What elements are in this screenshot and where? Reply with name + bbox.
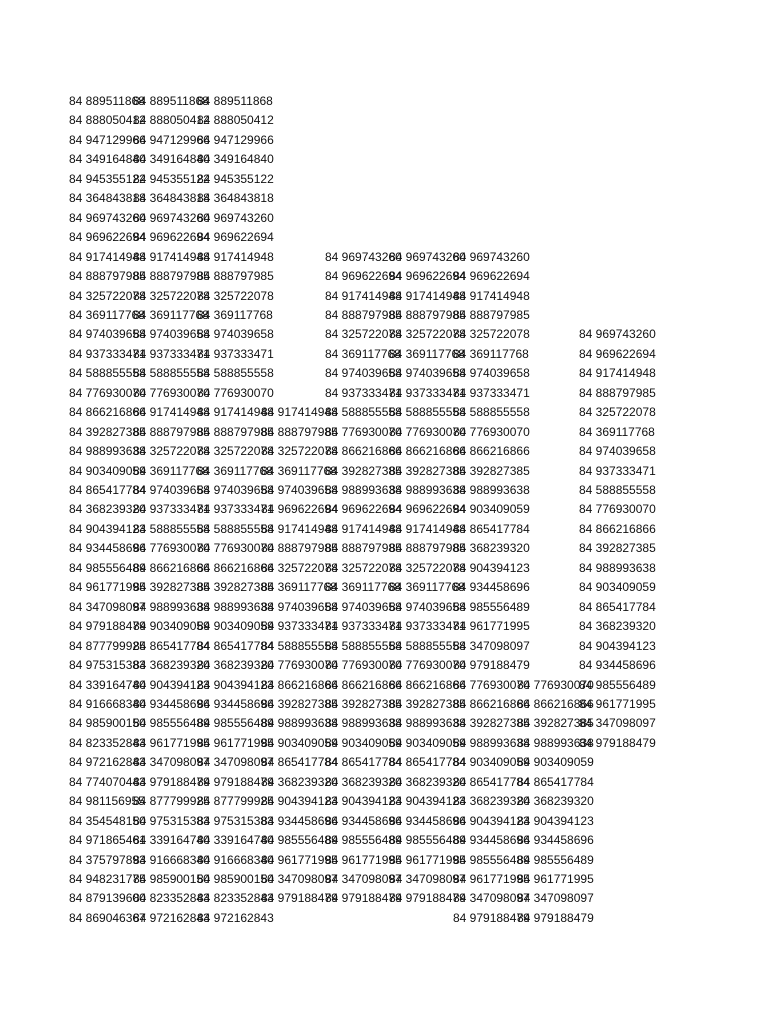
phone-number-cell: 84 776930070 <box>453 677 530 692</box>
phone-number-cell: 84 877799925 <box>69 638 146 653</box>
phone-number-cell: 84 889511868 <box>69 94 145 108</box>
phone-number-cell: 84 969622694 <box>389 502 466 517</box>
phone-number-cell: 84 866216866 <box>453 444 530 459</box>
phone-number-cell: 84 937333471 <box>133 346 210 361</box>
phone-number-cell: 84 972162843 <box>69 755 146 770</box>
phone-number-cell: 84 961771995 <box>453 619 530 634</box>
phone-number-cell: 84 974039658 <box>453 366 530 381</box>
phone-number-cell: 84 937333471 <box>389 619 466 634</box>
phone-number-cell: 84 369117768 <box>133 307 209 322</box>
phone-number-cell: 84 903409059 <box>517 755 594 770</box>
phone-number-cell: 84 347098097 <box>579 716 656 731</box>
phone-number-cell: 84 776930070 <box>261 658 338 673</box>
phone-number-cell: 84 369117768 <box>579 424 655 439</box>
phone-number-cell: 84 969622694 <box>325 502 402 517</box>
phone-number-cell: 84 879139600 <box>69 891 146 906</box>
phone-number-cell: 84 985556489 <box>261 833 338 848</box>
phone-number-cell: 84 588855558 <box>389 638 466 653</box>
phone-number-cell: 84 368239320 <box>579 619 656 634</box>
phone-number-cell: 84 937333471 <box>325 619 402 634</box>
phone-number-cell: 84 364843818 <box>133 191 210 206</box>
phone-number-cell: 84 988993638 <box>453 483 530 497</box>
phone-number-cell: 84 588855558 <box>325 405 402 420</box>
phone-number-cell: 84 974039658 <box>389 366 466 381</box>
phone-number-cell: 84 985556489 <box>133 716 210 731</box>
phone-number-cell: 84 888797985 <box>69 269 146 284</box>
phone-number-cell: 84 776930070 <box>517 677 594 692</box>
phone-number-cell: 84 985556489 <box>69 560 146 575</box>
phone-number-cell: 84 969622694 <box>69 230 146 245</box>
phone-number-cell: 84 392827385 <box>197 580 274 595</box>
phone-number-cell: 84 988993638 <box>453 735 530 750</box>
phone-number-cell: 84 888797985 <box>197 424 274 439</box>
phone-number-cell: 84 917414948 <box>579 366 656 381</box>
phone-number-cell: 84 934458696 <box>389 813 466 828</box>
phone-number-cell: 84 325722078 <box>325 560 402 575</box>
phone-number-cell: 84 904394123 <box>517 813 594 828</box>
phone-number-cell: 84 985556489 <box>453 599 530 614</box>
phone-number-cell: 84 969743260 <box>69 210 146 225</box>
phone-number-cell: 84 969622694 <box>197 230 274 245</box>
phone-number-cell: 84 969743260 <box>133 210 210 225</box>
phone-number-cell: 84 823352843 <box>69 735 146 750</box>
phone-number-cell: 84 969622694 <box>261 502 338 517</box>
phone-number-cell: 84 904394123 <box>453 560 530 575</box>
phone-number-cell: 84 969743260 <box>325 249 402 264</box>
phone-number-cell: 84 865417784 <box>453 521 530 536</box>
phone-number-cell: 84 903409059 <box>197 619 274 634</box>
phone-number-cell: 84 588855558 <box>389 405 466 420</box>
phone-number-cell: 84 368239320 <box>325 774 402 789</box>
phone-number-cell: 84 776930070 <box>197 541 274 556</box>
phone-number-cell: 84 375797893 <box>69 852 146 867</box>
phone-number-cell: 84 988993638 <box>325 483 402 497</box>
phone-number-cell: 84 392827385 <box>453 463 530 478</box>
phone-number-cell: 84 985556489 <box>325 833 402 848</box>
phone-number-cell: 84 888797985 <box>389 307 466 322</box>
phone-number-cell: 84 904394123 <box>69 521 146 536</box>
phone-number-cell: 84 877799925 <box>133 794 210 809</box>
phone-number-cell: 84 888050412 <box>197 113 274 128</box>
phone-number-cell: 84 937333471 <box>389 385 466 400</box>
phone-number-cell: 84 975315383 <box>133 813 210 828</box>
phone-number-cell: 84 392827385 <box>517 716 594 731</box>
phone-number-cell: 84 392827385 <box>325 696 402 711</box>
phone-number-cell: 84 916668340 <box>197 852 274 867</box>
phone-number-cell: 84 988993638 <box>325 716 402 731</box>
phone-number-cell: 84 937333471 <box>133 502 210 517</box>
phone-number-cell: 84 934458696 <box>453 580 530 595</box>
phone-number-cell: 84 917414948 <box>325 288 402 303</box>
phone-number-cell: 84 823352843 <box>197 891 274 906</box>
phone-number-cell: 84 961771995 <box>133 735 210 750</box>
phone-number-cell: 84 368239320 <box>197 658 274 673</box>
phone-number-cell: 84 979188479 <box>69 619 146 634</box>
phone-number-cell: 84 888797985 <box>325 541 402 556</box>
phone-number-cell: 84 866216866 <box>133 560 210 575</box>
phone-number-cell: 84 776930070 <box>325 424 402 439</box>
phone-number-cell: 84 971865461 <box>69 833 146 848</box>
phone-number-cell: 84 368239320 <box>261 774 338 789</box>
phone-number-cell: 84 985556489 <box>389 833 466 848</box>
phone-number-cell: 84 969743260 <box>389 249 466 264</box>
phone-number-cell: 84 889511868 <box>197 94 273 108</box>
phone-number-cell: 84 903409059 <box>133 619 210 634</box>
phone-number-cell: 84 974039658 <box>579 444 656 459</box>
phone-number-cell: 84 869046367 <box>69 910 146 925</box>
phone-number-cell: 84 937333471 <box>69 346 146 361</box>
phone-number-cell: 84 347098097 <box>389 872 466 886</box>
phone-number-cell: 84 866216866 <box>389 677 466 692</box>
phone-number-cell: 84 974039658 <box>325 599 402 614</box>
phone-number-cell: 84 917414948 <box>69 249 146 264</box>
phone-number-cell: 84 347098097 <box>517 891 594 906</box>
phone-number-cell: 84 888797985 <box>261 424 338 439</box>
phone-number-cell: 84 392827385 <box>389 463 466 478</box>
phone-number-cell: 84 985900150 <box>133 872 210 886</box>
phone-number-cell: 84 904394123 <box>325 794 402 809</box>
phone-number-cell: 84 588855558 <box>261 638 338 653</box>
phone-number-cell: 84 947129966 <box>133 132 210 147</box>
phone-number-cell: 84 974039658 <box>325 366 402 381</box>
phone-number-cell: 84 937333471 <box>579 463 656 478</box>
phone-number-cell: 84 961771995 <box>389 852 466 867</box>
phone-number-cell: 84 948231775 <box>69 872 146 886</box>
phone-number-cell: 84 889511868 <box>133 94 209 108</box>
phone-number-cell: 84 369117768 <box>197 463 273 478</box>
phone-number-cell: 84 917414948 <box>261 405 338 420</box>
phone-number-cell: 84 904394123 <box>579 638 656 653</box>
phone-number-cell: 84 888050412 <box>69 113 146 128</box>
phone-number-cell: 84 979188479 <box>133 774 210 789</box>
phone-number-cell: 84 903409059 <box>579 580 656 595</box>
phone-number-cell: 84 877799925 <box>197 794 274 809</box>
phone-number-cell: 84 588855558 <box>453 405 530 420</box>
phone-number-cell: 84 588855558 <box>133 366 210 381</box>
phone-number-cell: 84 369117768 <box>453 346 529 361</box>
phone-number-cell: 84 368239320 <box>133 658 210 673</box>
phone-number-cell: 84 979188479 <box>325 891 402 906</box>
phone-number-cell: 84 325722078 <box>197 288 274 303</box>
phone-number-cell: 84 776930070 <box>69 385 146 400</box>
phone-number-cell: 84 988993638 <box>197 599 274 614</box>
phone-number-cell: 84 979188479 <box>453 910 530 925</box>
phone-number-cell: 84 961771995 <box>579 696 656 711</box>
phone-number-cell: 84 866216866 <box>261 677 338 692</box>
phone-number-cell: 84 368239320 <box>517 794 594 809</box>
phone-number-cell: 84 392827385 <box>69 424 146 439</box>
phone-number-cell: 84 776930070 <box>133 385 210 400</box>
phone-number-cell: 84 917414948 <box>133 249 210 264</box>
phone-number-cell: 84 368239320 <box>69 502 146 517</box>
phone-number-cell: 84 945355122 <box>197 171 274 186</box>
phone-number-cell: 84 325722078 <box>261 560 338 575</box>
phone-number-cell: 84 866216866 <box>325 677 402 692</box>
phone-number-cell: 84 369117768 <box>325 580 401 595</box>
phone-number-cell: 84 866216866 <box>325 444 402 459</box>
phone-number-cell: 84 985556489 <box>517 852 594 867</box>
phone-number-cell: 84 937333471 <box>197 346 274 361</box>
phone-number-cell: 84 985900150 <box>197 872 274 886</box>
phone-number-cell: 84 888797985 <box>325 307 402 322</box>
phone-number-cell: 84 904394123 <box>133 677 210 692</box>
phone-number-cell: 84 888050412 <box>133 113 210 128</box>
phone-number-cell: 84 888797985 <box>133 269 210 284</box>
phone-number-cell: 84 974039658 <box>197 327 274 342</box>
phone-number-cell: 84 988993638 <box>261 716 338 731</box>
phone-number-cell: 84 979188479 <box>389 891 466 906</box>
phone-number-cell: 84 961771995 <box>197 735 274 750</box>
phone-number-cell: 84 776930070 <box>389 658 466 673</box>
phone-number-cell: 84 916668340 <box>133 852 210 867</box>
phone-number-cell: 84 865417784 <box>453 774 530 789</box>
phone-number-cell: 84 979188479 <box>261 891 338 906</box>
phone-number-cell: 84 866216866 <box>69 405 146 420</box>
phone-number-cell: 84 776930070 <box>453 424 530 439</box>
phone-number-cell: 84 325722078 <box>261 444 338 459</box>
phone-number-cell: 84 392827385 <box>325 463 402 478</box>
phone-number-cell: 84 979188479 <box>579 735 656 750</box>
phone-number-cell: 84 972162843 <box>133 910 210 925</box>
phone-number-cell: 84 776930070 <box>389 424 466 439</box>
phone-number-cell: 84 979188479 <box>517 910 594 925</box>
phone-number-cell: 84 392827385 <box>261 696 338 711</box>
phone-number-cell: 84 934458696 <box>69 541 146 556</box>
phone-number-cell: 84 349164840 <box>197 152 274 167</box>
phone-number-cell: 84 339164740 <box>197 833 274 848</box>
phone-number-cell: 84 985556489 <box>579 677 656 692</box>
phone-number-cell: 84 347098097 <box>261 872 338 886</box>
phone-number-cell: 84 934458696 <box>517 833 594 848</box>
phone-number-cell: 84 349164840 <box>69 152 146 167</box>
phone-number-cell: 84 934458696 <box>579 658 656 673</box>
phone-number-cell: 84 904394123 <box>197 677 274 692</box>
phone-number-cell: 84 917414948 <box>261 521 338 536</box>
phone-number-cell: 84 866216866 <box>453 696 530 711</box>
phone-number-cell: 84 368239320 <box>453 794 530 809</box>
phone-number-cell: 84 347098097 <box>453 638 530 653</box>
phone-number-cell: 84 917414948 <box>197 405 274 420</box>
phone-number-cell: 84 368239320 <box>389 774 466 789</box>
phone-number-cell: 84 979188479 <box>453 658 530 673</box>
phone-number-cell: 84 866216866 <box>197 560 274 575</box>
phone-number-cell: 84 347098097 <box>133 755 210 770</box>
phone-number-cell: 84 325722078 <box>389 327 466 342</box>
phone-number-cell: 84 961771995 <box>325 852 402 867</box>
phone-number-cell: 84 888797985 <box>453 307 530 322</box>
phone-number-cell: 84 888797985 <box>133 424 210 439</box>
phone-number-cell: 84 917414948 <box>133 405 210 420</box>
phone-number-cell: 84 974039658 <box>261 483 338 497</box>
phone-number-cell: 84 865417784 <box>517 774 594 789</box>
phone-number-cell: 84 392827385 <box>389 696 466 711</box>
phone-number-cell: 84 325722078 <box>133 288 210 303</box>
phone-number-cell: 84 945355122 <box>133 171 210 186</box>
phone-number-cell: 84 369117768 <box>197 307 273 322</box>
phone-number-cell: 84 776930070 <box>579 502 656 517</box>
phone-number-cell: 84 903409059 <box>453 755 530 770</box>
phone-number-cell: 84 369117768 <box>261 463 337 478</box>
phone-number-cell: 84 947129966 <box>197 132 274 147</box>
phone-number-cell: 84 934458696 <box>261 813 338 828</box>
phone-number-cell: 84 985556489 <box>453 852 530 867</box>
phone-number-cell: 84 325722078 <box>325 327 402 342</box>
phone-number-cell: 84 917414948 <box>197 249 274 264</box>
phone-number-cell: 84 823352843 <box>133 891 210 906</box>
phone-number-cell: 84 988993638 <box>389 716 466 731</box>
phone-number-cell: 84 969622694 <box>133 230 210 245</box>
phone-number-cell: 84 349164840 <box>133 152 210 167</box>
phone-number-cell: 84 369117768 <box>389 346 465 361</box>
phone-number-cell: 84 988993638 <box>389 483 466 497</box>
phone-number-cell: 84 961771995 <box>261 852 338 867</box>
phone-number-cell: 84 325722078 <box>197 444 274 459</box>
phone-number-cell: 84 354548150 <box>69 813 146 828</box>
phone-number-cell: 84 961771995 <box>453 872 530 886</box>
phone-number-cell: 84 903409059 <box>389 735 466 750</box>
phone-number-cell: 84 969743260 <box>579 327 656 342</box>
phone-number-cell: 84 917414948 <box>389 288 466 303</box>
phone-number-cell: 84 347098097 <box>453 891 530 906</box>
phone-number-cell: 84 969743260 <box>197 210 274 225</box>
phone-number-cell: 84 776930070 <box>325 658 402 673</box>
phone-number-cell: 84 865417784 <box>133 638 210 653</box>
phone-number-cell: 84 364843818 <box>197 191 274 206</box>
phone-number-cell: 84 866216866 <box>517 696 594 711</box>
phone-number-cell: 84 888797985 <box>261 541 338 556</box>
phone-number-cell: 84 392827385 <box>579 541 656 556</box>
phone-number-cell: 84 903409059 <box>69 463 146 478</box>
phone-number-cell: 84 904394123 <box>389 794 466 809</box>
phone-number-cell: 84 865417784 <box>69 483 146 497</box>
phone-number-cell: 84 974039658 <box>389 599 466 614</box>
phone-number-cell: 84 339164740 <box>69 677 146 692</box>
phone-number-cell: 84 937333471 <box>261 619 338 634</box>
phone-number-cell: 84 392827385 <box>453 716 530 731</box>
phone-number-cell: 84 392827385 <box>133 580 210 595</box>
phone-number-cell: 84 972162843 <box>197 910 274 925</box>
phone-number-cell: 84 325722078 <box>579 405 656 420</box>
phone-number-cell: 84 934458696 <box>133 696 210 711</box>
phone-number-cell: 84 774070443 <box>69 774 146 789</box>
phone-number-cell: 84 969622694 <box>579 346 656 361</box>
phone-number-cell: 84 974039658 <box>69 327 146 342</box>
phone-number-cell: 84 888797985 <box>579 385 656 400</box>
phone-number-cell: 84 866216866 <box>579 521 656 536</box>
phone-number-cell: 84 974039658 <box>133 483 210 497</box>
phone-number-cell: 84 904394123 <box>453 813 530 828</box>
phone-number-cell: 84 369117768 <box>69 307 145 322</box>
phone-number-cell: 84 969622694 <box>453 269 530 284</box>
phone-number-cell: 84 888797985 <box>197 269 274 284</box>
phone-number-cell: 84 988993638 <box>69 444 146 459</box>
phone-number-cell: 84 937333471 <box>453 385 530 400</box>
phone-number-cell: 84 347098097 <box>69 599 146 614</box>
phone-number-cell: 84 981156955 <box>69 794 145 809</box>
phone-number-cell: 84 917414948 <box>453 288 530 303</box>
phone-number-cell: 84 961771995 <box>517 872 594 886</box>
phone-number-cell: 84 988993638 <box>579 560 656 575</box>
phone-number-cell: 84 974039658 <box>261 599 338 614</box>
phone-number-cell: 84 934458696 <box>197 696 274 711</box>
phone-number-cell: 84 934458696 <box>325 813 402 828</box>
phone-number-cell: 84 866216866 <box>389 444 466 459</box>
phone-number-cell: 84 588855558 <box>197 521 274 536</box>
phone-number-cell: 84 969622694 <box>325 269 402 284</box>
phone-number-cell: 84 865417784 <box>389 755 466 770</box>
phone-number-cell: 84 947129966 <box>69 132 146 147</box>
phone-number-cell: 84 988993638 <box>517 735 594 750</box>
phone-number-cell: 84 979188479 <box>197 774 274 789</box>
phone-number-cell: 84 588855558 <box>133 521 210 536</box>
phone-number-cell: 84 975315383 <box>69 658 146 673</box>
phone-number-cell: 84 588855558 <box>197 366 274 381</box>
phone-number-cell: 84 865417784 <box>579 599 656 614</box>
phone-number-cell: 84 969622694 <box>389 269 466 284</box>
phone-number-cell: 84 368239320 <box>453 541 530 556</box>
phone-number-cell: 84 974039658 <box>197 483 274 497</box>
phone-number-cell: 84 961771995 <box>69 580 146 595</box>
phone-number-cell: 84 347098097 <box>197 755 274 770</box>
phone-number-cell: 84 985900150 <box>69 716 146 731</box>
phone-number-cell: 84 588855558 <box>579 483 656 497</box>
phone-number-cell: 84 865417784 <box>261 755 338 770</box>
phone-number-cell: 84 369117768 <box>133 463 209 478</box>
phone-number-cell: 84 339164740 <box>133 833 210 848</box>
phone-number-cell: 84 588855558 <box>69 366 146 381</box>
phone-number-cell: 84 369117768 <box>325 346 401 361</box>
phone-number-cell: 84 917414948 <box>325 521 402 536</box>
phone-number-cell: 84 588855558 <box>325 638 402 653</box>
phone-number-cell: 84 934458696 <box>453 833 530 848</box>
phone-number-cell: 84 975315383 <box>197 813 274 828</box>
phone-number-cell: 84 904394123 <box>261 794 338 809</box>
phone-number-cell: 84 325722078 <box>453 327 530 342</box>
phone-number-cell: 84 916668340 <box>69 696 146 711</box>
phone-number-cell: 84 985556489 <box>197 716 274 731</box>
phone-number-cell: 84 865417784 <box>197 638 274 653</box>
phone-number-cell: 84 369117768 <box>389 580 465 595</box>
phone-number-cell: 84 776930070 <box>133 541 210 556</box>
phone-number-cell: 84 325722078 <box>133 444 210 459</box>
phone-number-cell: 84 903409059 <box>325 735 402 750</box>
phone-number-cell: 84 974039658 <box>133 327 210 342</box>
phone-number-cell: 84 903409059 <box>453 502 530 517</box>
phone-number-cell: 84 945355122 <box>69 171 146 186</box>
phone-number-cell: 84 325722078 <box>389 560 466 575</box>
phone-number-cell: 84 937333471 <box>197 502 274 517</box>
phone-number-cell: 84 988993638 <box>133 599 210 614</box>
phone-number-cell: 84 776930070 <box>197 385 274 400</box>
phone-number-cell: 84 888797985 <box>389 541 466 556</box>
phone-number-cell: 84 903409059 <box>261 735 338 750</box>
phone-number-cell: 84 369117768 <box>261 580 337 595</box>
phone-number-cell: 84 917414948 <box>389 521 466 536</box>
phone-number-cell: 84 937333471 <box>325 385 402 400</box>
phone-number-cell: 84 969743260 <box>453 249 530 264</box>
phone-number-cell: 84 347098097 <box>325 872 402 886</box>
phone-number-cell: 84 364843818 <box>69 191 146 206</box>
phone-number-cell: 84 865417784 <box>325 755 402 770</box>
phone-number-cell: 84 325722078 <box>69 288 146 303</box>
